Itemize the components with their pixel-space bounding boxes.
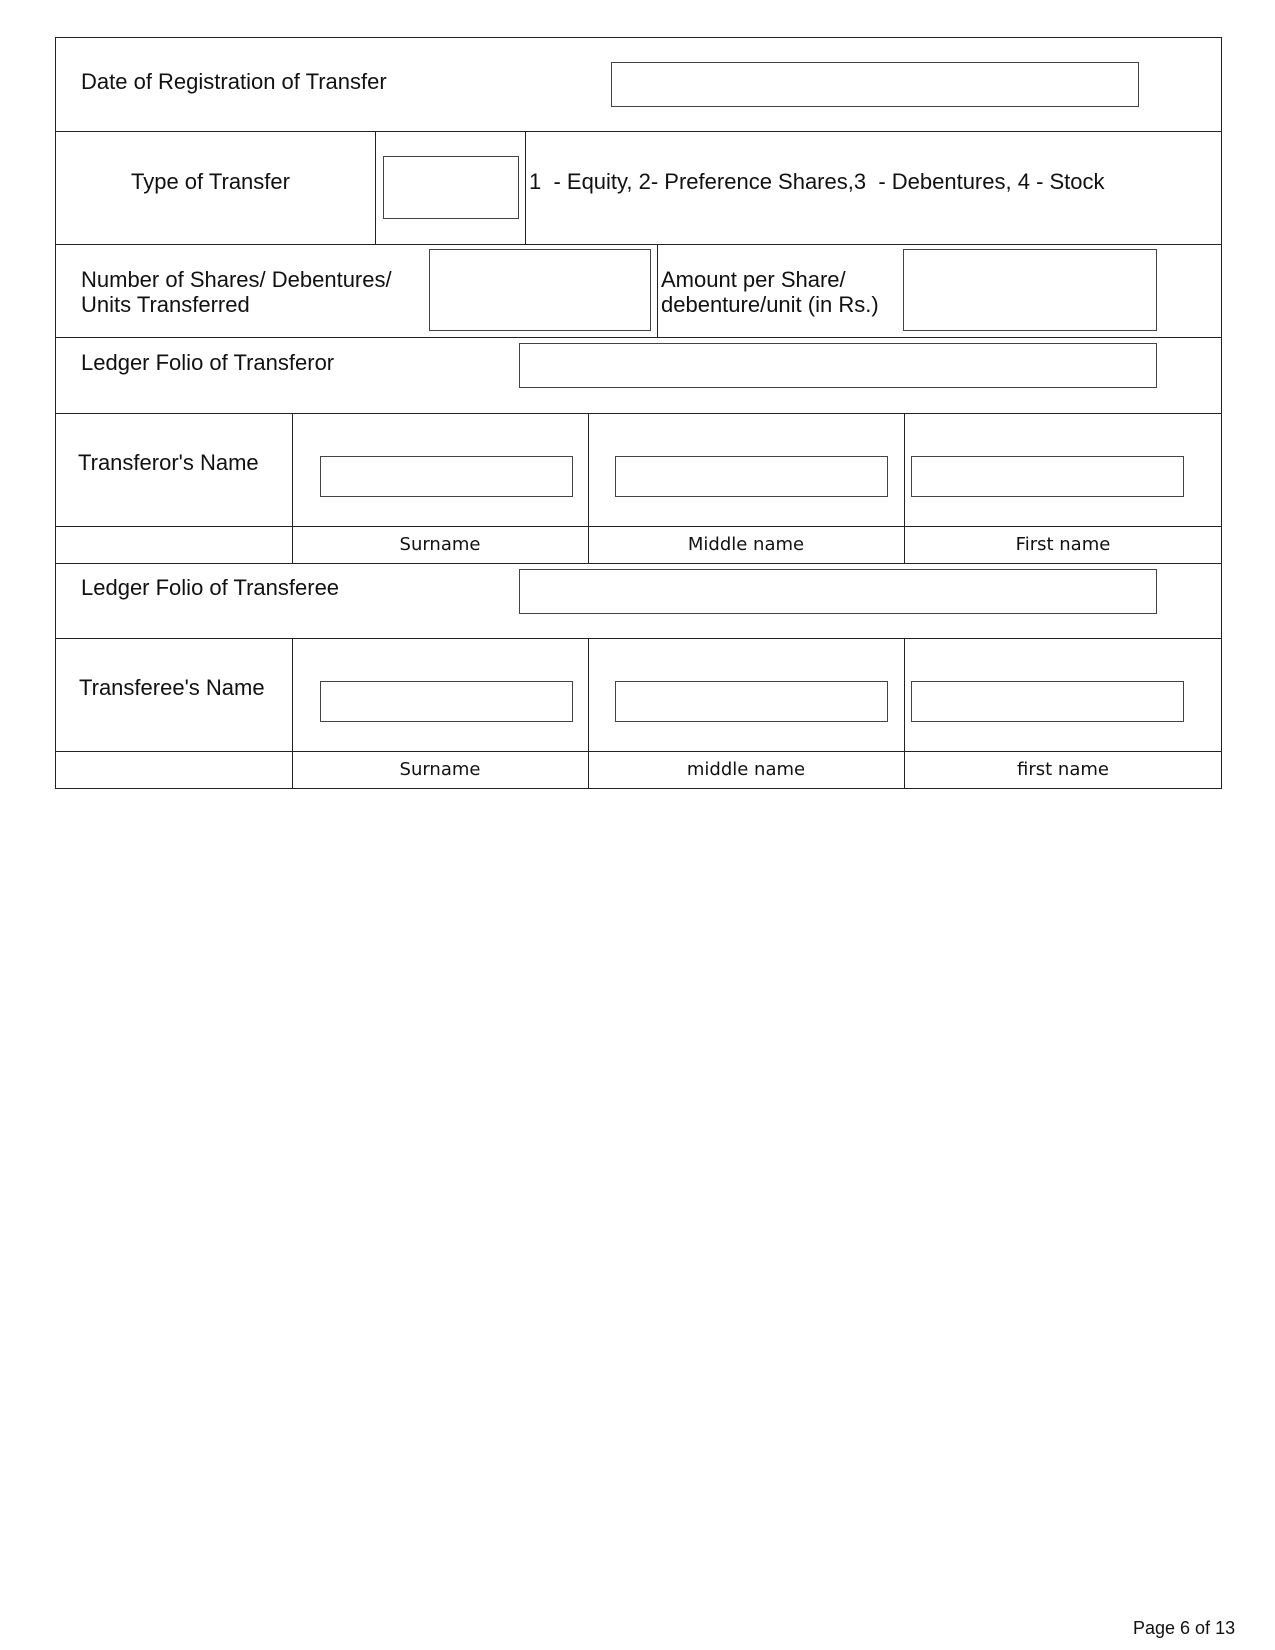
- type-of-transfer-field[interactable]: [383, 156, 519, 219]
- shares-transferred-label-line2: Units Transferred: [81, 292, 250, 317]
- ledger-folio-transferee-field[interactable]: [519, 569, 1157, 614]
- shares-transferred-label-line1: Number of Shares/ Debentures/: [81, 267, 392, 292]
- transferee-surname-field[interactable]: [320, 681, 573, 722]
- row-divider: [55, 244, 1222, 245]
- transferor-middle-name-caption: Middle name: [687, 534, 805, 555]
- date-of-registration-label: Date of Registration of Transfer: [81, 69, 387, 94]
- shares-transferred-label: [81, 267, 392, 317]
- transferor-surname-caption: Surname: [399, 534, 481, 555]
- row-divider: [55, 337, 1222, 338]
- row-divider: [55, 638, 1222, 639]
- transferee-surname-caption: Surname: [399, 759, 481, 780]
- amount-per-share-label-line1: Amount per Share/: [661, 267, 846, 292]
- transferee-name-label: Transferee's Name: [79, 675, 265, 700]
- transferee-middle-name-field[interactable]: [615, 681, 888, 722]
- transferee-first-name-caption: first name: [1017, 759, 1109, 780]
- transferor-first-name-caption: First name: [1015, 534, 1111, 555]
- transferor-surname-field[interactable]: [320, 456, 573, 497]
- transferor-middle-name-field[interactable]: [615, 456, 888, 497]
- transferor-first-name-field[interactable]: [911, 456, 1184, 497]
- shares-transferred-field[interactable]: [429, 249, 651, 331]
- row-divider: [55, 413, 1222, 414]
- transferee-middle-name-caption: middle name: [686, 759, 806, 780]
- type-of-transfer-label: Type of Transfer: [131, 169, 290, 194]
- column-divider: [375, 131, 376, 244]
- amount-per-share-field[interactable]: [903, 249, 1157, 331]
- column-divider: [525, 131, 526, 244]
- ledger-folio-transferor-label: Ledger Folio of Transferor: [81, 350, 335, 375]
- amount-per-share-label-line2: debenture/unit (in Rs.): [661, 292, 879, 317]
- column-divider: [657, 244, 658, 337]
- page-number: Page 6 of 13: [1133, 1618, 1236, 1638]
- ledger-folio-transferee-label: Ledger Folio of Transferee: [81, 575, 340, 600]
- type-of-transfer-options: 1 - Equity, 2- Preference Shares,3 - Debentures, 4 - Stock: [529, 169, 1105, 194]
- date-of-registration-field[interactable]: [611, 62, 1139, 107]
- row-divider: [55, 563, 1222, 564]
- transferor-name-label: Transferor's Name: [78, 450, 259, 475]
- transferee-first-name-field[interactable]: [911, 681, 1184, 722]
- ledger-folio-transferor-field[interactable]: [519, 343, 1157, 388]
- row-divider: [55, 131, 1222, 132]
- amount-per-share-label: [661, 267, 879, 317]
